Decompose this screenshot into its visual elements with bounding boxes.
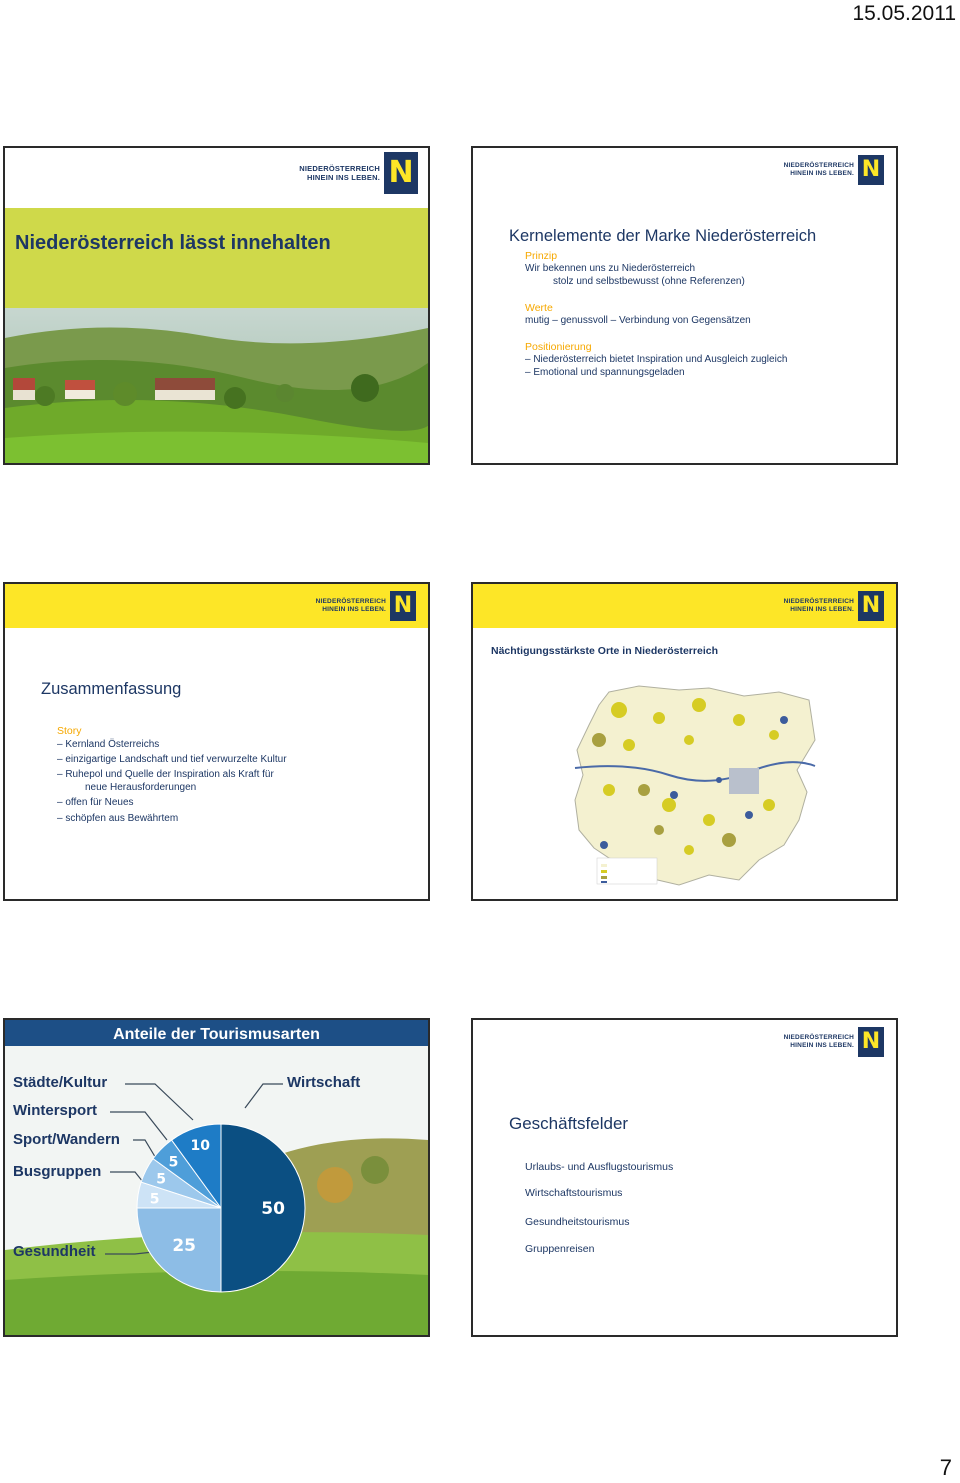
prinzip-label: Prinzip xyxy=(525,250,558,262)
slide-header xyxy=(473,1020,896,1064)
brand-logo: NIEDERÖSTERREICH HINEIN INS LEBEN. N xyxy=(784,1025,884,1059)
geschaeftsfeld-item: Gruppenreisen xyxy=(525,1243,595,1255)
geschaeftsfeld-item: Urlaubs- und Ausflugstourismus xyxy=(525,1161,674,1173)
overnight-stays-map xyxy=(569,680,819,890)
geschaeftsfeld-item: Gesundheitstourismus xyxy=(525,1216,630,1228)
n-logo-icon: N xyxy=(858,1027,884,1057)
story-item: – schöpfen aus Bewährtem xyxy=(57,813,179,824)
print-date: 15.05.2011 xyxy=(852,2,956,25)
slide-naechtigungen xyxy=(471,582,898,901)
slide-heading: Anteile der Tourismusarten xyxy=(113,1026,320,1043)
story-item: – einzigartige Landschaft und tief verwurzelte Kultur xyxy=(57,754,287,765)
pie-value-label: 5 xyxy=(149,1191,160,1208)
pie-value-label: 50 xyxy=(261,1199,285,1219)
slide-tourismusarten xyxy=(3,1018,430,1337)
pie-value-label: 5 xyxy=(168,1154,179,1171)
werte-line: mutig – genussvoll – Verbindung von Gegensätzen xyxy=(525,315,751,326)
label-gesundheit: Gesundheit xyxy=(13,1243,96,1260)
n-logo-icon: N xyxy=(858,155,884,185)
werte-label: Werte xyxy=(525,302,553,314)
pie-value-label: 10 xyxy=(190,1138,210,1155)
positionierung-line: – Niederösterreich bietet Inspiration und Ausgleich zugleich xyxy=(525,354,788,365)
slide-title xyxy=(3,146,430,465)
n-logo-icon: N xyxy=(858,591,884,621)
positionierung-label: Positionierung xyxy=(525,341,592,353)
brand-logo: NIEDERÖSTERREICH HINEIN INS LEBEN. N xyxy=(784,589,884,623)
tourism-pie-chart xyxy=(5,1020,428,1335)
slide-header xyxy=(473,584,896,628)
prinzip-line: Wir bekennen uns zu Niederösterreich xyxy=(525,263,696,274)
slide-title-text: Niederösterreich lässt innehalten xyxy=(15,232,331,254)
story-item: – Ruhepol und Quelle der Inspiration als Kraft für xyxy=(57,769,274,780)
label-busgruppen: Busgruppen xyxy=(13,1163,102,1180)
prinzip-line: stolz und selbstbewusst (ohne Referenzen) xyxy=(553,276,745,287)
title-banner xyxy=(5,208,428,318)
label-sport-wandern: Sport/Wandern xyxy=(13,1131,120,1148)
pie-value-label: 25 xyxy=(172,1235,197,1256)
brand-logo: NIEDERÖSTERREICH HINEIN INS LEBEN. N xyxy=(784,153,884,187)
story-item: neue Herausforderungen xyxy=(85,782,197,793)
n-logo-icon: N xyxy=(390,591,416,621)
slide-header xyxy=(5,584,428,628)
story-item: – Kernland Österreichs xyxy=(57,739,160,750)
pie-value-label: 5 xyxy=(156,1171,166,1188)
landscape-photo xyxy=(5,308,428,465)
label-staedte-kultur: Städte/Kultur xyxy=(13,1074,108,1091)
brand-logo: NIEDERÖSTERREICH HINEIN INS LEBEN. N xyxy=(299,152,418,194)
label-wirtschaft: Wirtschaft xyxy=(287,1074,361,1091)
n-logo-icon: N xyxy=(384,152,418,194)
positionierung-line: – Emotional und spannungsgeladen xyxy=(525,367,685,378)
slide-heading: Zusammenfassung xyxy=(41,680,182,698)
story-label: Story xyxy=(57,725,82,737)
slide-kernelemente xyxy=(471,146,898,465)
slide-heading: Geschäftsfelder xyxy=(509,1114,629,1133)
slide-heading: Kernelemente der Marke Niederösterreich xyxy=(509,227,817,245)
story-item: – offen für Neues xyxy=(57,797,134,808)
page-number: 7 xyxy=(939,1455,952,1480)
label-wintersport: Wintersport xyxy=(13,1102,98,1119)
geschaeftsfeld-item: Wirtschaftstourismus xyxy=(525,1187,623,1199)
slide-geschaeftsfelder xyxy=(471,1018,898,1337)
slide-heading: Nächtigungsstärkste Orte in Niederösterreich xyxy=(491,645,718,657)
brand-logo: NIEDERÖSTERREICH HINEIN INS LEBEN. N xyxy=(316,589,416,623)
slide-zusammenfassung xyxy=(3,582,430,901)
slide-header xyxy=(473,148,896,192)
